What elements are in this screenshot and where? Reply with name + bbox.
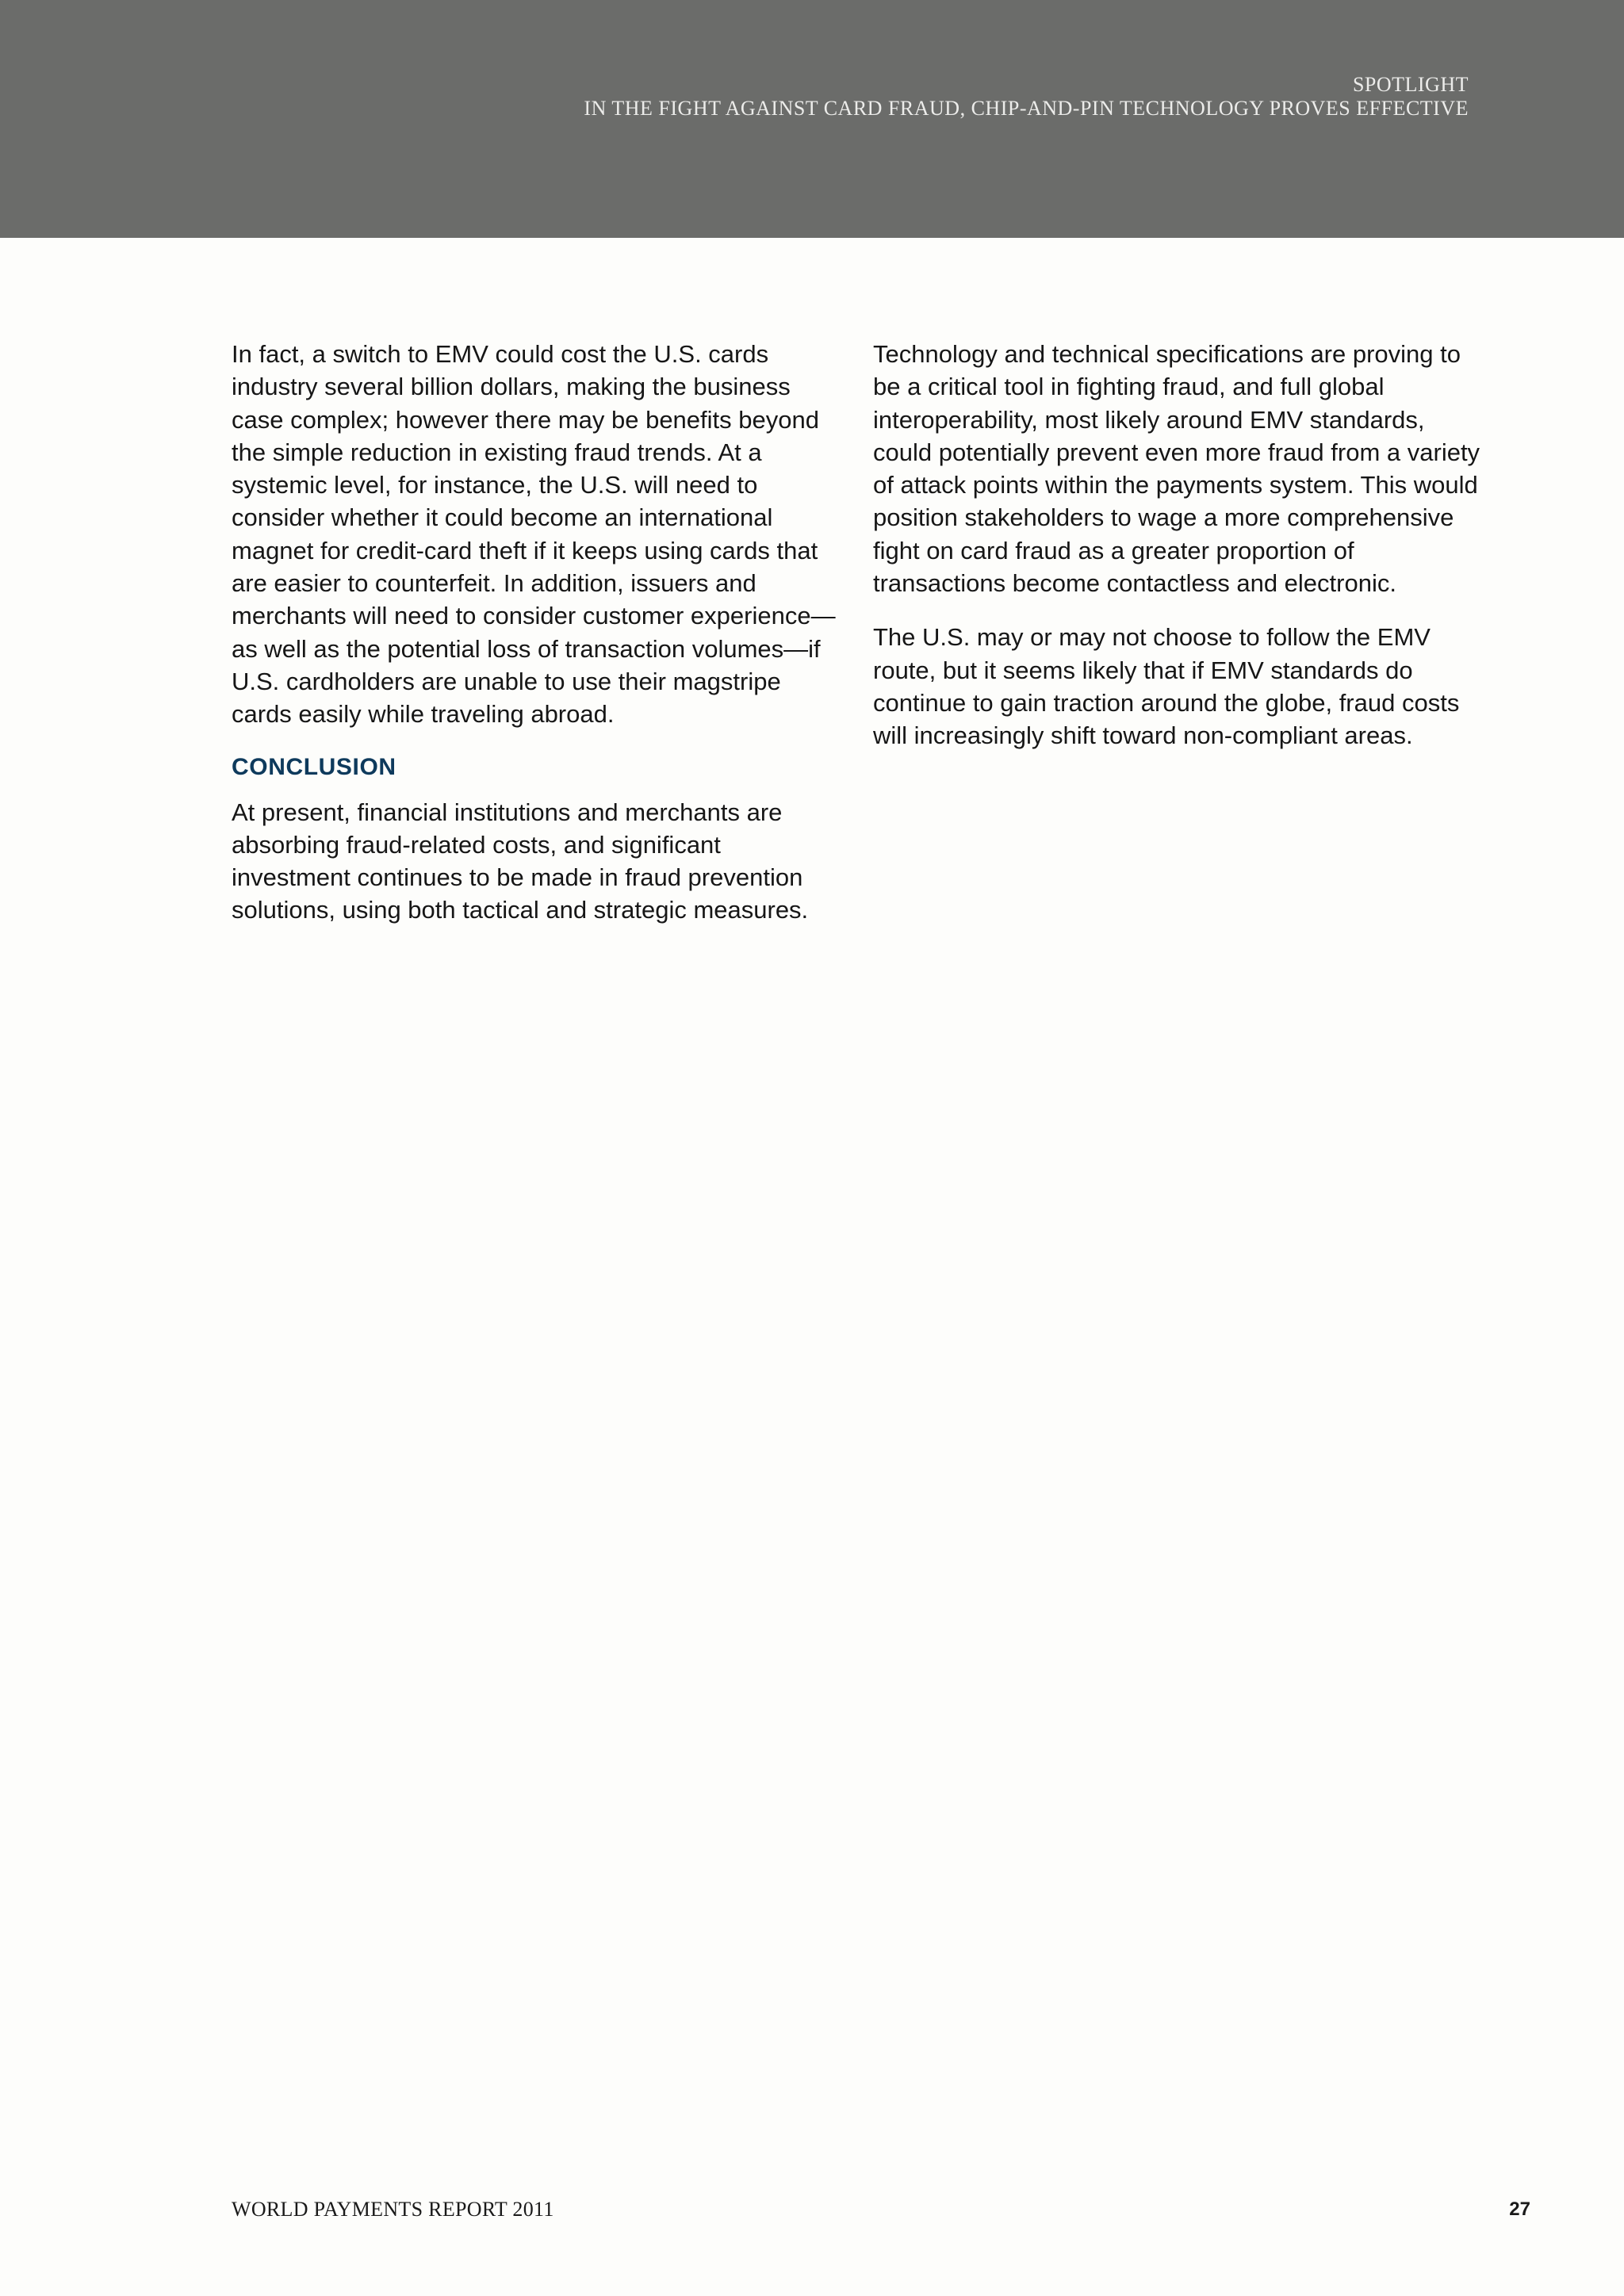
header-band [0, 0, 1624, 238]
running-header [584, 73, 1469, 121]
section-title: IN THE FIGHT AGAINST CARD FRAUD, CHIP-AND-PIN TECHNOLOGY PROVES EFFECTIVE [584, 97, 1469, 120]
body-paragraph: In fact, a switch to EMV could cost the U.S. cards industry several billion dollars, making the business case complex; however there may be benefits beyond the simple reduction in existing fraud trends. At a systemic level, for instance, the U.S. will need to consider whether it could become an international magnet for credit-card theft if it keeps using cards that are easier to counterfeit. In addition, issuers and merchants will need to consider customer experience—as well as the potential loss of transaction volumes—if U.S. cardholders are unable to use their magstripe cards easily while traveling abroad. [232, 340, 836, 729]
body-paragraph: At present, financial institutions and merchants are absorbing fraud-related costs, and significant investment continues to be made in fraud prevention solutions, using both tactical and strategic measures. [232, 798, 809, 924]
right-column [873, 338, 1484, 774]
body-paragraph: The U.S. may or may not choose to follow the EMV route, but it seems likely that if EMV standards do continue to gain traction around the globe, fraud costs will increasingly shift toward non-compliant areas. [873, 623, 1460, 750]
body-paragraph: Technology and technical specifications are proving to be a critical tool in fighting fraud, and full global interoperability, most likely around EMV standards, could potentially prevent even more fraud from a variety of attack points within the payments system. This would position stakeholders to wage a more comprehensive fight on card fraud as a greater proportion of transactions become contactless and electronic. [873, 340, 1480, 598]
section-label: SPOTLIGHT [1352, 73, 1469, 96]
left-column [232, 338, 842, 948]
section-heading: CONCLUSION [232, 753, 396, 780]
footer-report-title: WORLD PAYMENTS REPORT 2011 [232, 2198, 554, 2221]
page-number: 27 [1509, 2198, 1530, 2220]
